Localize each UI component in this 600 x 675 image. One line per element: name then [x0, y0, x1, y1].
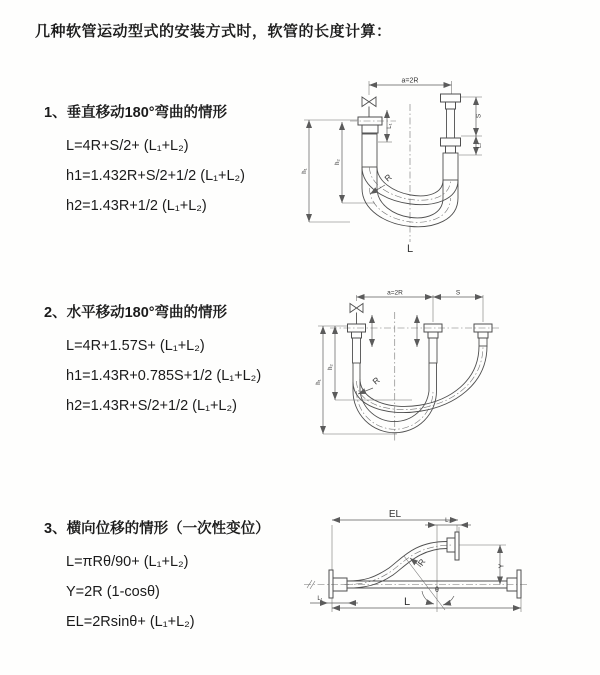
dim-label-h2: h₂ [335, 159, 341, 165]
formula-y: Y=2R (1-cosθ) [66, 584, 160, 600]
length-label: L [403, 596, 411, 608]
upper-flange [455, 532, 459, 560]
section-2-heading: 2、水平移动180°弯曲的情形 [44, 305, 228, 321]
page-title: 几种软管运动型式的安装方式时，软管的长度计算： [35, 23, 392, 40]
section-vertical-180 [44, 101, 245, 221]
dim-label-h1: h₁ [316, 379, 322, 385]
section-1-heading: 1、垂直移动180°弯曲的情形 [44, 105, 228, 121]
radius-label: R [415, 556, 428, 568]
dim-label-y: Y [498, 563, 506, 569]
section-3-heading: 3、横向位移的情形（一次性变位） [44, 521, 270, 537]
braided-hose-section [443, 153, 458, 180]
formula-el: EL=2Rsinθ+ (L₁+L₂) [66, 614, 195, 630]
dim-label-l2: L₂ [476, 142, 483, 149]
formula-l: L=4R+S/2+ (L₁+L₂) [66, 138, 189, 154]
section-lateral-displacement [44, 517, 270, 637]
valve-icon [350, 304, 357, 313]
dim-label-s: S [455, 289, 461, 297]
left-flange [329, 570, 333, 598]
dim-label-l1: L₁ [317, 596, 323, 602]
formula-h1: h1=1.43R+0.785S+1/2 (L₁+L₂) [66, 368, 262, 384]
dim-label-l1: L₁ [387, 123, 393, 129]
radius-label: R [370, 374, 382, 387]
dim-label-a2r: a=2R [401, 77, 419, 85]
braided-hose-section [353, 338, 361, 363]
dim-label-h2: h₂ [328, 364, 334, 370]
diagram-horizontal-180-bend [312, 282, 562, 454]
formula-h1: h1=1.432R+S/2+1/2 (L₁+L₂) [66, 168, 246, 184]
diagram-lateral-displacement [296, 500, 586, 650]
length-label: L [406, 243, 414, 255]
diagram-vertical-180-bend [298, 68, 548, 263]
valve-icon [362, 97, 369, 107]
dim-label-h1: h₁ [302, 168, 308, 174]
formula-l: L=πRθ/90+ (L₁+L₂) [66, 554, 189, 570]
angle-label: θ [435, 587, 439, 594]
braided-hose-section [362, 134, 377, 167]
dim-label-a2r: a=2R [387, 289, 403, 297]
right-flange-mid [441, 138, 461, 146]
section-horizontal-180 [44, 301, 261, 421]
formula-h2: h2=1.43R+S/2+1/2 (L₁+L₂) [66, 398, 237, 414]
right-flange-top [441, 94, 461, 102]
formula-h2: h2=1.43R+1/2 (L₁+L₂) [66, 198, 207, 214]
dim-label-s: S [475, 113, 483, 119]
formula-l: L=4R+1.57S+ (L₁+L₂) [66, 338, 205, 354]
radius-label: R [382, 171, 394, 184]
dim-label-l2: L₂ [445, 518, 451, 524]
dim-label-el: EL [388, 509, 402, 520]
